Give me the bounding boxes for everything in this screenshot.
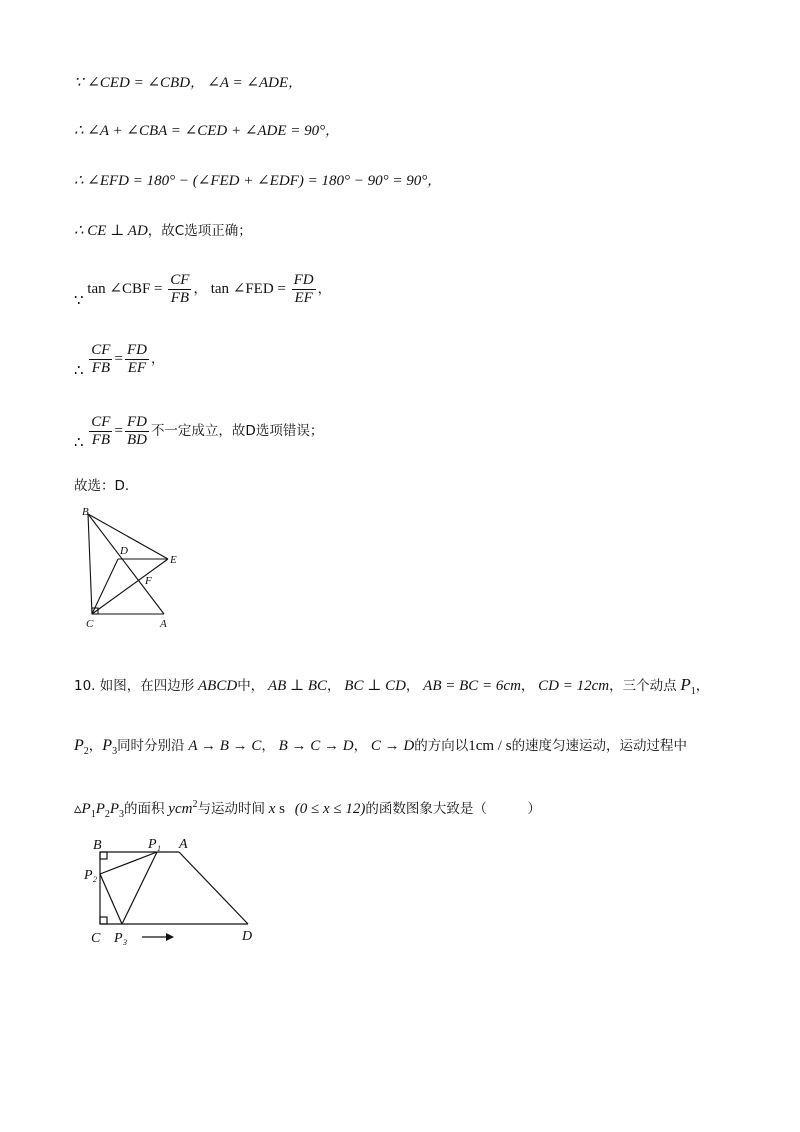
segment-bc: [88, 514, 92, 614]
label-p2: P: [84, 868, 93, 883]
label-a: A: [179, 837, 188, 852]
fraction-numerator: FD: [126, 342, 147, 358]
sub-2: 2: [104, 809, 110, 820]
time-unit: s: [279, 801, 285, 817]
label-b: B: [82, 506, 89, 518]
step-6-fraction-2: [125, 342, 149, 378]
fraction-numerator: FD: [126, 414, 147, 430]
label-f: F: [145, 575, 152, 587]
fraction-denominator: FB: [89, 431, 112, 449]
domain-range: (0 ≤ x ≤ 12): [294, 801, 366, 817]
route-3: C → D: [370, 738, 415, 754]
point-p2-sub: 2: [83, 746, 89, 757]
answer-line: 故选：D．: [74, 478, 139, 494]
step-6: [74, 342, 164, 378]
fraction-denominator: EF: [125, 359, 149, 377]
label-d: D: [242, 929, 253, 944]
area-sup: 2: [192, 799, 198, 810]
segment-cd: [92, 559, 118, 614]
fraction-numerator: CF: [91, 342, 111, 358]
step-3-end: ，: [427, 173, 441, 189]
point-p1: P: [680, 675, 691, 694]
figure-1-triangle-diagram: [78, 502, 198, 634]
step-3: [74, 174, 441, 189]
p10-sep: ，: [327, 678, 341, 694]
step-5-tan1: tan ∠CBF =: [87, 281, 163, 298]
step-6-therefore: ∴: [74, 363, 84, 380]
step-1: [74, 76, 302, 91]
fraction-denominator: FB: [89, 359, 112, 377]
label-a: A: [160, 618, 167, 630]
step-1-part-a: ∵ ∠CED = ∠CBD: [74, 75, 191, 91]
p10-text: 与运动时间: [197, 801, 265, 817]
step-5-fraction-2: [292, 272, 316, 308]
p10-text: 同时分别沿: [117, 738, 185, 754]
step-5-sep: ，: [193, 281, 207, 298]
step-2-end: ，: [325, 123, 339, 139]
step-6-end: ，: [150, 351, 165, 368]
step-5-end: ，: [317, 281, 332, 298]
step-1-sep: ，: [190, 75, 204, 91]
label-p3-sub: 3: [123, 938, 127, 947]
label-c: C: [91, 931, 101, 946]
sub-1: 1: [90, 809, 96, 820]
p10-sep: ，: [695, 678, 710, 694]
motion-arrow-icon: [166, 933, 174, 941]
step-7-therefore: ∴: [74, 435, 84, 452]
area-variable: ycm: [168, 801, 193, 817]
label-d: D: [120, 545, 128, 557]
triangle-p3: P: [109, 801, 120, 817]
sub-3: 3: [119, 809, 125, 820]
right-angle-mark-c: [100, 917, 107, 924]
step-5-because: ∵: [74, 293, 84, 310]
p10-text: 中，: [237, 678, 265, 694]
condition-2: BC ⊥ CD: [344, 678, 406, 694]
step-6-equals: =: [114, 351, 123, 368]
problem-10-line-3: [74, 800, 541, 820]
figure-2-quadrilateral-diagram: [82, 834, 272, 950]
route-2: B → C → D: [278, 738, 354, 754]
p10-text: 的方向以: [414, 738, 469, 754]
fraction-numerator: CF: [91, 414, 111, 430]
step-7-fraction-2: [125, 414, 149, 450]
point-p3: P: [102, 737, 113, 754]
step-6-fraction-1: [89, 342, 112, 378]
p10-text: ，三个动点: [609, 678, 677, 694]
step-3-part-a: ∴ ∠EFD = 180° − (∠FED + ∠EDF) = 180° − 90° = 90°: [74, 173, 428, 189]
time-variable: x: [268, 801, 276, 817]
fraction-denominator: FB: [168, 289, 191, 307]
segment-ce: [92, 559, 168, 614]
p10-sep: ，: [88, 738, 103, 754]
quad-name: ABCD: [198, 678, 238, 694]
step-7-equals: =: [114, 423, 123, 440]
p10-sep: ，: [405, 678, 420, 694]
point-p2: P: [74, 737, 84, 754]
step-1-end: ，: [288, 75, 302, 91]
speed-value: 1cm / s: [468, 738, 512, 754]
step-5-fraction-1: [168, 272, 191, 308]
step-7-fraction-1: [89, 414, 112, 450]
route-1: A → B → C: [188, 738, 262, 754]
step-7: [74, 414, 323, 450]
problem-10-line-1: [74, 676, 709, 697]
condition-1: AB ⊥ BC: [267, 678, 328, 694]
p10-sep: ，: [353, 738, 368, 754]
fraction-denominator: EF: [292, 289, 316, 307]
label-p3: P: [114, 931, 123, 946]
p10-sep: ，: [261, 738, 275, 754]
step-2-part-a: ∴ ∠A + ∠CBA = ∠CED + ∠ADE = 90°: [74, 123, 326, 139]
label-p2-sub: 2: [93, 875, 97, 884]
condition-3: AB = BC = 6cm: [423, 678, 521, 694]
label-p1-sub: 1: [157, 844, 161, 853]
label-e: E: [170, 554, 177, 566]
step-5-tan2: tan ∠FED =: [210, 281, 286, 298]
step-4: [74, 224, 252, 239]
step-1-part-b: ∠A = ∠ADE: [207, 75, 289, 91]
step-4-part-a: ∴ CE ⊥ AD: [74, 223, 148, 239]
segment-be: [88, 514, 168, 559]
step-4-part-b: ，故C选项正确；: [147, 223, 252, 239]
point-p1-sub: 1: [690, 686, 696, 697]
point-p3-sub: 3: [112, 746, 118, 757]
fraction-denominator: BD: [126, 432, 147, 449]
segment-p1p3: [122, 852, 157, 924]
p10-text: 的函数图象大致是（ ）: [365, 801, 541, 817]
label-c: C: [86, 618, 94, 630]
step-2: [74, 124, 339, 139]
fraction-numerator: FD: [293, 272, 314, 288]
p10-text: 的速度匀速运动，运动过程中: [511, 738, 688, 754]
label-b: B: [93, 838, 102, 853]
step-7-text: 不一定成立，故D选项错误；: [150, 423, 324, 440]
triangle-p2: P: [95, 801, 105, 817]
p10-sep: ，: [520, 678, 535, 694]
right-angle-mark-b: [100, 852, 107, 859]
p10-text: 的面积: [124, 801, 165, 817]
problem-10-line-2: [74, 738, 687, 757]
label-p1: P: [148, 837, 157, 852]
step-5: [74, 272, 331, 308]
problem-number: 10. 如图，在四边形: [74, 678, 195, 694]
triangle-symbol: ▵P: [74, 801, 91, 817]
segment-ad: [179, 852, 248, 924]
condition-4: CD = 12cm: [538, 678, 610, 694]
fraction-numerator: CF: [170, 272, 190, 288]
